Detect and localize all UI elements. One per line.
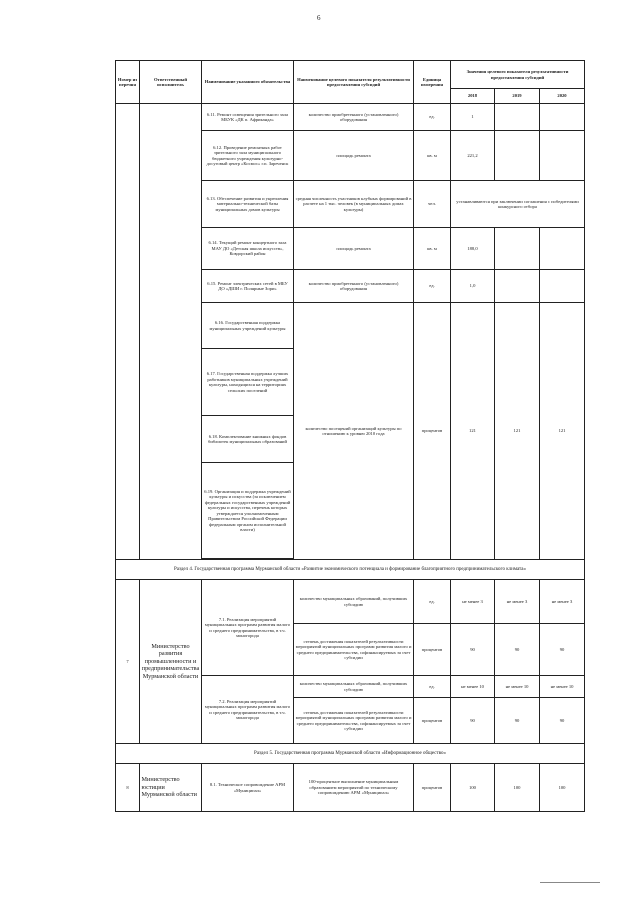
cell-event: 6.18. Комплектование книжных фондов библиотек муниципальных образований	[202, 416, 294, 463]
cell-indicator: количество приобретенного (установленного) оборудования	[294, 270, 414, 303]
cell-2019: 100	[495, 764, 540, 812]
table-row	[116, 764, 585, 812]
cell-unit: процентов	[414, 624, 451, 676]
cell-2020: 121	[540, 303, 585, 560]
cell-unit: чел.	[414, 181, 451, 228]
cell-unit: процентов	[414, 764, 451, 812]
section-heading-5	[116, 744, 585, 764]
cell-2019: 121	[495, 303, 540, 560]
cell-2018: 90	[451, 698, 495, 744]
cell-2019: 90	[495, 624, 540, 676]
header-values: Значения целевого показателя результативности предоставления субсидий	[451, 61, 585, 89]
cell-event: 6.19. Организация и поддержка учреждений культуры и искусства (за исключением федеральных государственных учреждений культуры и искусства, перечень которых утверждается уполномоченным Правительством Российской Федерации федеральным органом исполнительной власти)	[202, 463, 294, 559]
cell-unit: процентов	[414, 303, 451, 560]
cell-2020: не менее 3	[540, 580, 585, 624]
cell-2018: 1,0	[451, 270, 495, 303]
cell-2018: не менее 10	[451, 676, 495, 698]
cell-unit: ед.	[414, 580, 451, 624]
cell-num: 8	[116, 764, 140, 812]
section-heading-4	[116, 560, 585, 580]
cell-event: 6.16. Государственная поддержка муниципальных учреждений культуры	[202, 303, 294, 349]
cell-2018: 221,2	[451, 131, 495, 181]
cell-event: 8.1. Техническое сопровождение АРМ «Муниципал»	[202, 764, 294, 812]
header-2019: 2019	[495, 89, 540, 104]
cell-responsible: Министерство развития промышленности и предпринимательства Мурманской области	[140, 580, 202, 744]
cell-2019: 90	[495, 698, 540, 744]
section-4-title: Раздел 4. Государственная программа Мурманской области «Развитие экономического потенциала и формирование благоприятного предпринимательского климата»	[116, 560, 585, 580]
cell-unit: ед.	[414, 676, 451, 698]
table-row	[116, 580, 585, 624]
subsidy-table	[115, 60, 585, 812]
cell-responsible	[140, 104, 202, 560]
header-2018: 2018	[451, 89, 495, 104]
footer-rule	[540, 882, 600, 883]
cell-indicator: количество муниципальных образований, получивших субсидию	[294, 580, 414, 624]
cell-indicator: средняя численность участников клубных формирований в расчете на 1 тыс. человек (в муниципальных домах культуры)	[294, 181, 414, 228]
cell-2018: 121	[451, 303, 495, 560]
cell-indicator: степень достижения показателей результативности мероприятий муниципальных программ развития малого и среднего предпринимательства, софинансируемых за счет субсидии	[294, 698, 414, 744]
cell-2018: 100	[451, 764, 495, 812]
cell-values-merged: устанавливаются при заключении соглашения с победителями конкурсного отбора	[451, 181, 585, 228]
cell-indicator: количество муниципальных образований, получивших субсидию	[294, 676, 414, 698]
cell-indicator: степень достижения показателей результативности мероприятий муниципальных программ развития малого и среднего предпринимательства, софинансируемых за счет субсидии	[294, 624, 414, 676]
header-responsible: Ответственный исполнитель	[140, 61, 202, 104]
cell-unit: ед.	[414, 270, 451, 303]
cell-unit: процентов	[414, 698, 451, 744]
cell-event: 6.17. Государственная поддержка лучших работников муниципальных учреждений культуры, находящихся на территориях сельских поселений	[202, 349, 294, 416]
cell-event: 6.15. Ремонт электрических сетей в МБУ ДО «ДШИ г. Полярные Зори»	[202, 270, 294, 303]
cell-2020: 100	[540, 764, 585, 812]
header-num: Номер из перечня	[116, 61, 140, 104]
cell-responsible: Министерство юстиции Мурманской области	[140, 764, 202, 812]
cell-2019: не менее 10	[495, 676, 540, 698]
cell-event: 6.12. Проведение ремонтных работ зрительного зала муниципального бюджетного учреждения культурно-досуговый центр «Космос» г.п. Зареченск	[202, 131, 294, 181]
page-mark: 6	[317, 14, 321, 22]
header-2020: 2020	[540, 89, 585, 104]
cell-event: 7.2. Реализация мероприятий муниципальных программ развития малого и среднего предпринимательства, в т.ч. моногорода	[202, 676, 294, 744]
cell-unit: кв. м	[414, 131, 451, 181]
cell-event: 7.1. Реализация мероприятий муниципальных программ развития малого и среднего предпринимательства, в т.ч. моногорода	[202, 580, 294, 676]
cell-2018: не менее 3	[451, 580, 495, 624]
header-unit: Единица измерения	[414, 61, 451, 104]
cell-event: 6.13. Обеспечение развития и укрепления материально-технической базы муниципальных домов культуры	[202, 181, 294, 228]
cell-indicator: площадь ремонта	[294, 228, 414, 270]
cell-2020: не менее 10	[540, 676, 585, 698]
cell-event: 6.14. Текущий ремонт концертного зала МАУ ДО «Детская школа искусств», Ковдорский район	[202, 228, 294, 270]
cell-num: 7	[116, 580, 140, 744]
cell-2018: 188,0	[451, 228, 495, 270]
cell-event: 6.11. Ремонт освещения зрительного зала МБУК «ДК п. Африканда»	[202, 104, 294, 131]
cell-2018: 90	[451, 624, 495, 676]
cell-unit: кв. м	[414, 228, 451, 270]
cell-indicator: количество приобретенного (установленного) оборудования	[294, 104, 414, 131]
cell-2019: не менее 3	[495, 580, 540, 624]
cell-2020: 90	[540, 624, 585, 676]
cell-2018: 1	[451, 104, 495, 131]
cell-indicator: площадь ремонта	[294, 131, 414, 181]
cell-indicator: 100-процентное выполнение муниципальным образованием мероприятий по техническому сопровождению АРМ «Муниципал»	[294, 764, 414, 812]
table-row	[116, 104, 585, 131]
section-5-title: Раздел 5. Государственная программа Мурманской области «Информационное общество»	[116, 744, 585, 764]
cell-unit: ед.	[414, 104, 451, 131]
header-indicator: Наименование целевого показателя результативности предоставления субсидий	[294, 61, 414, 104]
header-event: Наименование указанного обязательства	[202, 61, 294, 104]
cell-2020: 90	[540, 698, 585, 744]
cell-indicator: количество посещений организаций культуры по отношению к уровню 2010 года	[294, 303, 414, 560]
cell-num	[116, 104, 140, 560]
